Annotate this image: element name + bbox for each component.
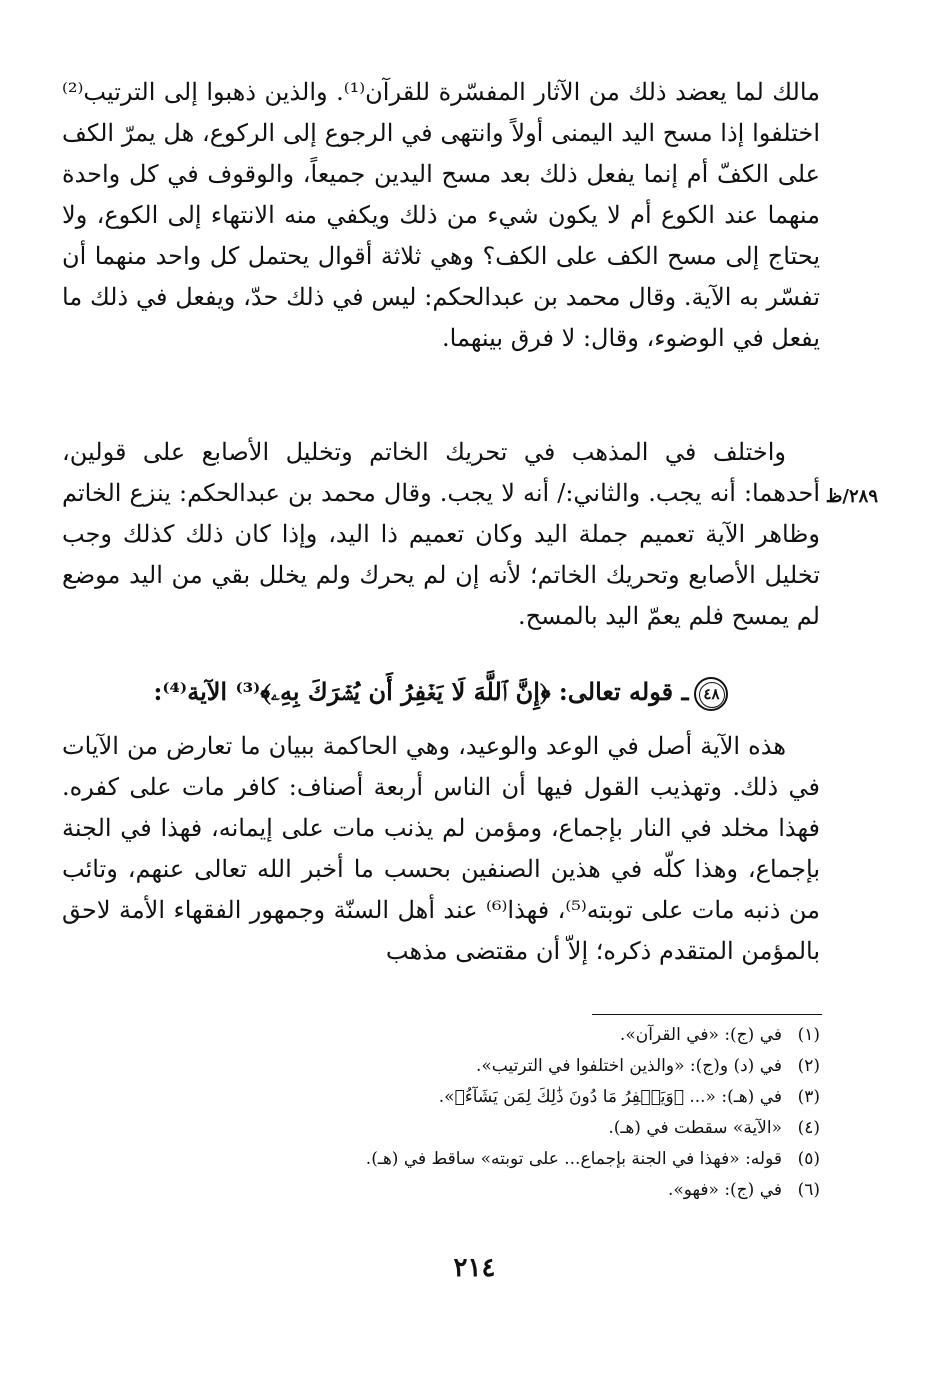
paragraph-tayammum-order: مالك لما يعضد ذلك من الآثار المفسّرة للقرآن⁽¹⁾. والذين ذهبوا إلى الترتيب⁽²⁾ اختلفوا إذا مسح اليد اليمنى أولاً وانتهى في الرجوع إلى الركوع، هل يمرّ الكف على الكفّ أم إنما يفعل ذلك بعد مسح اليدين جميعاً، والوقوف في كل واحدة منهما عند الكوع أم لا يكون شيء من ذلك ويكفي منه الانتهاء إلى الكوع، ولا يحتاج إلى مسح الكف على الكف؟ وهي ثلاثة أقوال يحتمل كل واحد منهما أن تفسّر به الآية. وقال محمد بن عبدالحكم: ليس في ذلك حدّ، ويفعل في ذلك ما يفعل في الوضوء، وقال: لا فرق بينهما. — [62, 78, 821, 352]
verse-heading — [62, 670, 820, 714]
footnote-number: (٢) — [797, 1056, 820, 1076]
verse-heading-text: ـ قوله تعالى: ﴿إِنَّ ٱللَّهَ لَا يَغۡفِرُ أَن يُشۡرَكَ بِهِۦ﴾⁽³⁾ الآية⁽⁴⁾: — [153, 677, 689, 706]
paragraph-ring-fingers: واختلف في المذهب في تحريك الخاتم وتخليل الأصابع على قولين، أحدهما: أنه يجب. والثاني:/ أنه لا يجب. وقال محمد بن عبدالحكم: ينزع الخاتم وظاهر الآية تعميم جملة اليد وكان تعميم ذا اليد، وإذا كان ذلك كذلك وجب تخليل الأصابع وتحريك الخاتم؛ لأنه إن لم يحرك ولم يخلل بقي من اليد موضع لم يمسح فلم يعمّ اليد بالمسح. — [62, 438, 820, 630]
verse-number-badge — [694, 677, 728, 711]
footnote-text: في (هـ): «... ﴿وَيَغۡفِرُ مَا دُونَ ذَٰلِكَ لِمَن يَشَآءُ﴾». — [438, 1087, 782, 1107]
manuscript-folio-ref: ٢٨٩/ظ — [825, 486, 878, 507]
page-number: ٢١٤ — [453, 1253, 496, 1283]
footnote-text: «الآية» سقطت في (هـ). — [608, 1118, 782, 1138]
footnote-2 — [100, 1051, 820, 1082]
paragraph-promise-threat: هذه الآية أصل في الوعد والوعيد، وهي الحاكمة ببيان ما تعارض من الآيات في ذلك. وتهذيب القول فيها أن الناس أربعة أصناف: كافر مات على كفره. فهذا مخلد في النار بإجماع، ومؤمن لم يذنب مات على إيمانه، فهذا في الجنة بإجماع، وهذا كلّه في هذين الصنفين بحسب ما أخبر الله تعالى عنهم، وتائب من ذنبه مات على توبته⁽⁵⁾، فهذا⁽⁶⁾ عند أهل السنّة وجمهور الفقهاء الأمة لاحق بالمؤمن المتقدم ذكره؛ إلاّ أن مقتضى مذهب — [62, 732, 820, 965]
footnote-4 — [100, 1113, 820, 1144]
footnote-1 — [100, 1020, 820, 1051]
footnote-3 — [100, 1082, 820, 1113]
footnote-5 — [100, 1144, 820, 1175]
footnote-divider — [592, 1014, 822, 1015]
footnote-text: في (ج): «في القرآن». — [619, 1025, 782, 1045]
footnotes — [100, 1020, 820, 1206]
footnote-text: في (د) و(ج): «والذين اختلفوا في الترتيب». — [476, 1056, 782, 1076]
footnote-text: في (ج): «فهو». — [667, 1180, 782, 1200]
verse-number: ٤٨ — [703, 684, 720, 703]
footnote-text: قوله: «فهذا في الجنة بإجماع... على توبته» ساقط في (هـ). — [365, 1149, 782, 1169]
footnote-6 — [100, 1175, 820, 1206]
footnote-number: (٥) — [797, 1149, 820, 1169]
footnote-number: (٤) — [797, 1118, 820, 1138]
footnote-number: (١) — [797, 1025, 820, 1045]
footnote-number: (٦) — [797, 1180, 820, 1200]
footnote-number: (٣) — [797, 1087, 820, 1107]
